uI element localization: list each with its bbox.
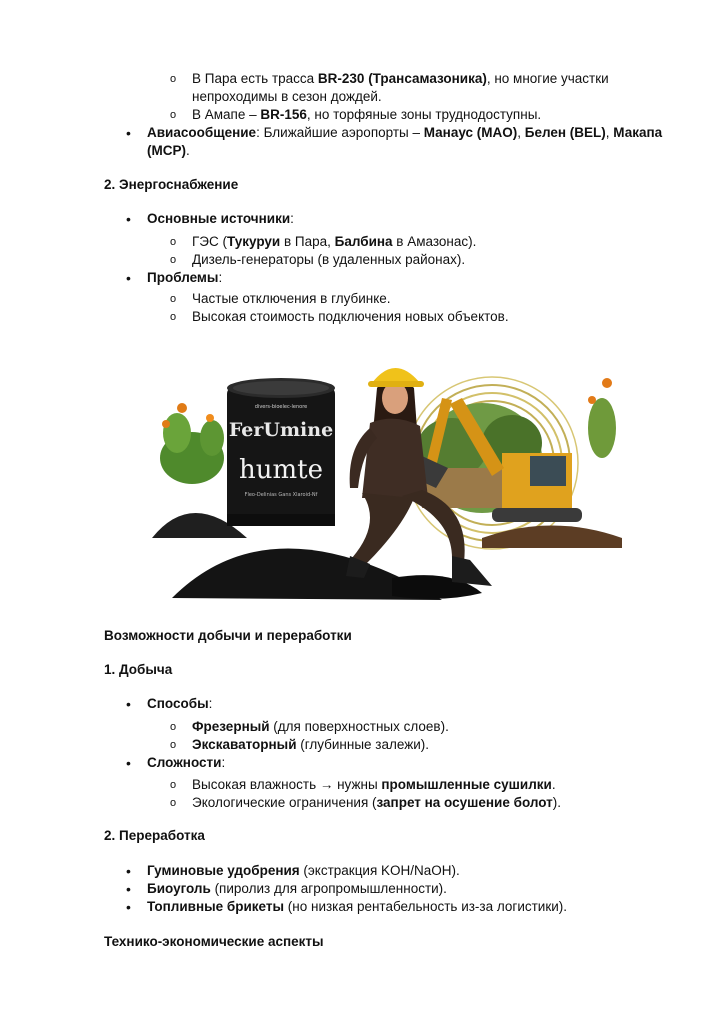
list-item [192,736,429,754]
text: В Амапе – [192,107,261,122]
sub-bullet: o [170,311,177,323]
list-item [147,269,222,287]
text-bold: BR-156 [260,107,307,122]
list-item: Высокая стоимость подключения новых объектов. [192,309,509,324]
text: ГЭС ( [192,234,228,249]
text: . [186,143,190,158]
sub-bullet: o [170,797,177,809]
text-bold: (MCP) [147,143,186,158]
can-brand-text: FerUmine [228,419,334,441]
text: в Амазонас). [392,234,477,249]
list-item [147,880,447,898]
section-heading: Технико-экономические аспекты [104,934,324,949]
list-item [147,898,567,916]
list-item: Дизель-генераторы (в удаленных районах). [192,252,466,267]
bullet: • [126,881,131,897]
text: в Пара, [280,234,335,249]
can-product-text: humte [239,455,323,485]
text: : [218,270,223,285]
sub-bullet: o [170,109,177,121]
text: Высокая влажность → нужны [192,777,382,792]
text-bold: Белен (BEL) [524,125,606,140]
text: : [221,755,226,770]
text-bold: Биоуголь [147,881,211,896]
text: В Пара есть трасса [192,71,318,86]
section-heading: 2. Энергоснабжение [104,177,239,192]
sub-bullet: o [170,73,177,85]
plants-right [588,378,616,458]
bullet: • [126,211,131,227]
text-bold: Топливные брикеты [147,899,285,914]
product-can [227,378,335,526]
sub-bullet: o [170,739,177,751]
text: , [605,125,614,140]
sub-bullet: o [170,254,177,266]
text: (глубинные залежи). [296,737,430,752]
list-item [192,718,449,736]
bullet: • [126,696,131,712]
text: : [208,696,213,711]
text: , [517,125,525,140]
illustration-svg [152,338,622,608]
text: Экологические ограничения ( [192,795,377,810]
text-bold: Балбина [334,234,393,249]
text-bold: Авиасообщение [147,125,257,140]
text: : Ближайшие аэропорты – [256,125,424,140]
text-bold: Проблемы [147,270,219,285]
list-item-continuation [147,142,190,160]
text-bold: Тукуруи [227,234,281,249]
text-bold: Способы [147,696,209,711]
illustration [152,338,622,608]
list-item [147,754,225,772]
list-item [192,106,541,124]
text-bold: BR-230 (Трансамазоника) [317,71,487,86]
text: (экстракция KOH/NaOH). [299,863,460,878]
bullet: • [126,755,131,771]
text-bold: запрет на осушение болот [376,795,553,810]
list-item [192,70,609,88]
bullet: • [126,863,131,879]
list-item [147,695,212,713]
text: ). [552,795,562,810]
text: : [290,211,294,226]
text-bold: Фрезерный [192,719,270,734]
sub-bullet: o [170,236,177,248]
text-bold: Основные источники [147,211,291,226]
text: (пиролиз для агропромышленности). [210,881,447,896]
list-item: Частые отключения в глубинке. [192,291,391,306]
bullet: • [126,125,131,141]
bullet: • [126,270,131,286]
can-small-text: Fleo-Delinias Gans Xlaroid-Nf [244,492,318,498]
list-item-air [147,124,662,142]
list-item [147,210,294,228]
text: (но низкая рентабельность из-за логистики). [284,899,568,914]
text: , но торфяные зоны труднодоступны. [306,107,542,122]
text-bold: Манаус (MAO) [423,125,518,140]
list-item-continuation: непроходимы в сезон дождей. [192,89,382,104]
text-bold: Экскаваторный [192,737,297,752]
list-item [192,233,476,251]
sub-bullet: o [170,293,177,305]
subsection-heading: 1. Добыча [104,662,173,677]
text-bold: промышленные сушилки [381,777,552,792]
plants-left [160,403,224,484]
list-item [147,862,460,880]
text: , но многие участки [486,71,609,86]
section-heading: Возможности добычи и переработки [104,628,352,643]
text-bold: Сложности [147,755,222,770]
list-item [192,794,561,812]
text-bold: Макапа [613,125,663,140]
subsection-heading: 2. Переработка [104,828,205,843]
text: (для поверхностных слоев). [269,719,449,734]
sub-bullet: o [170,721,177,733]
sub-bullet: o [170,779,177,791]
bullet: • [126,899,131,915]
text: . [551,777,556,792]
text-bold: Гуминовые удобрения [147,863,300,878]
list-item [192,776,556,794]
can-top-text: divers-bioelec-lenore [254,404,308,410]
